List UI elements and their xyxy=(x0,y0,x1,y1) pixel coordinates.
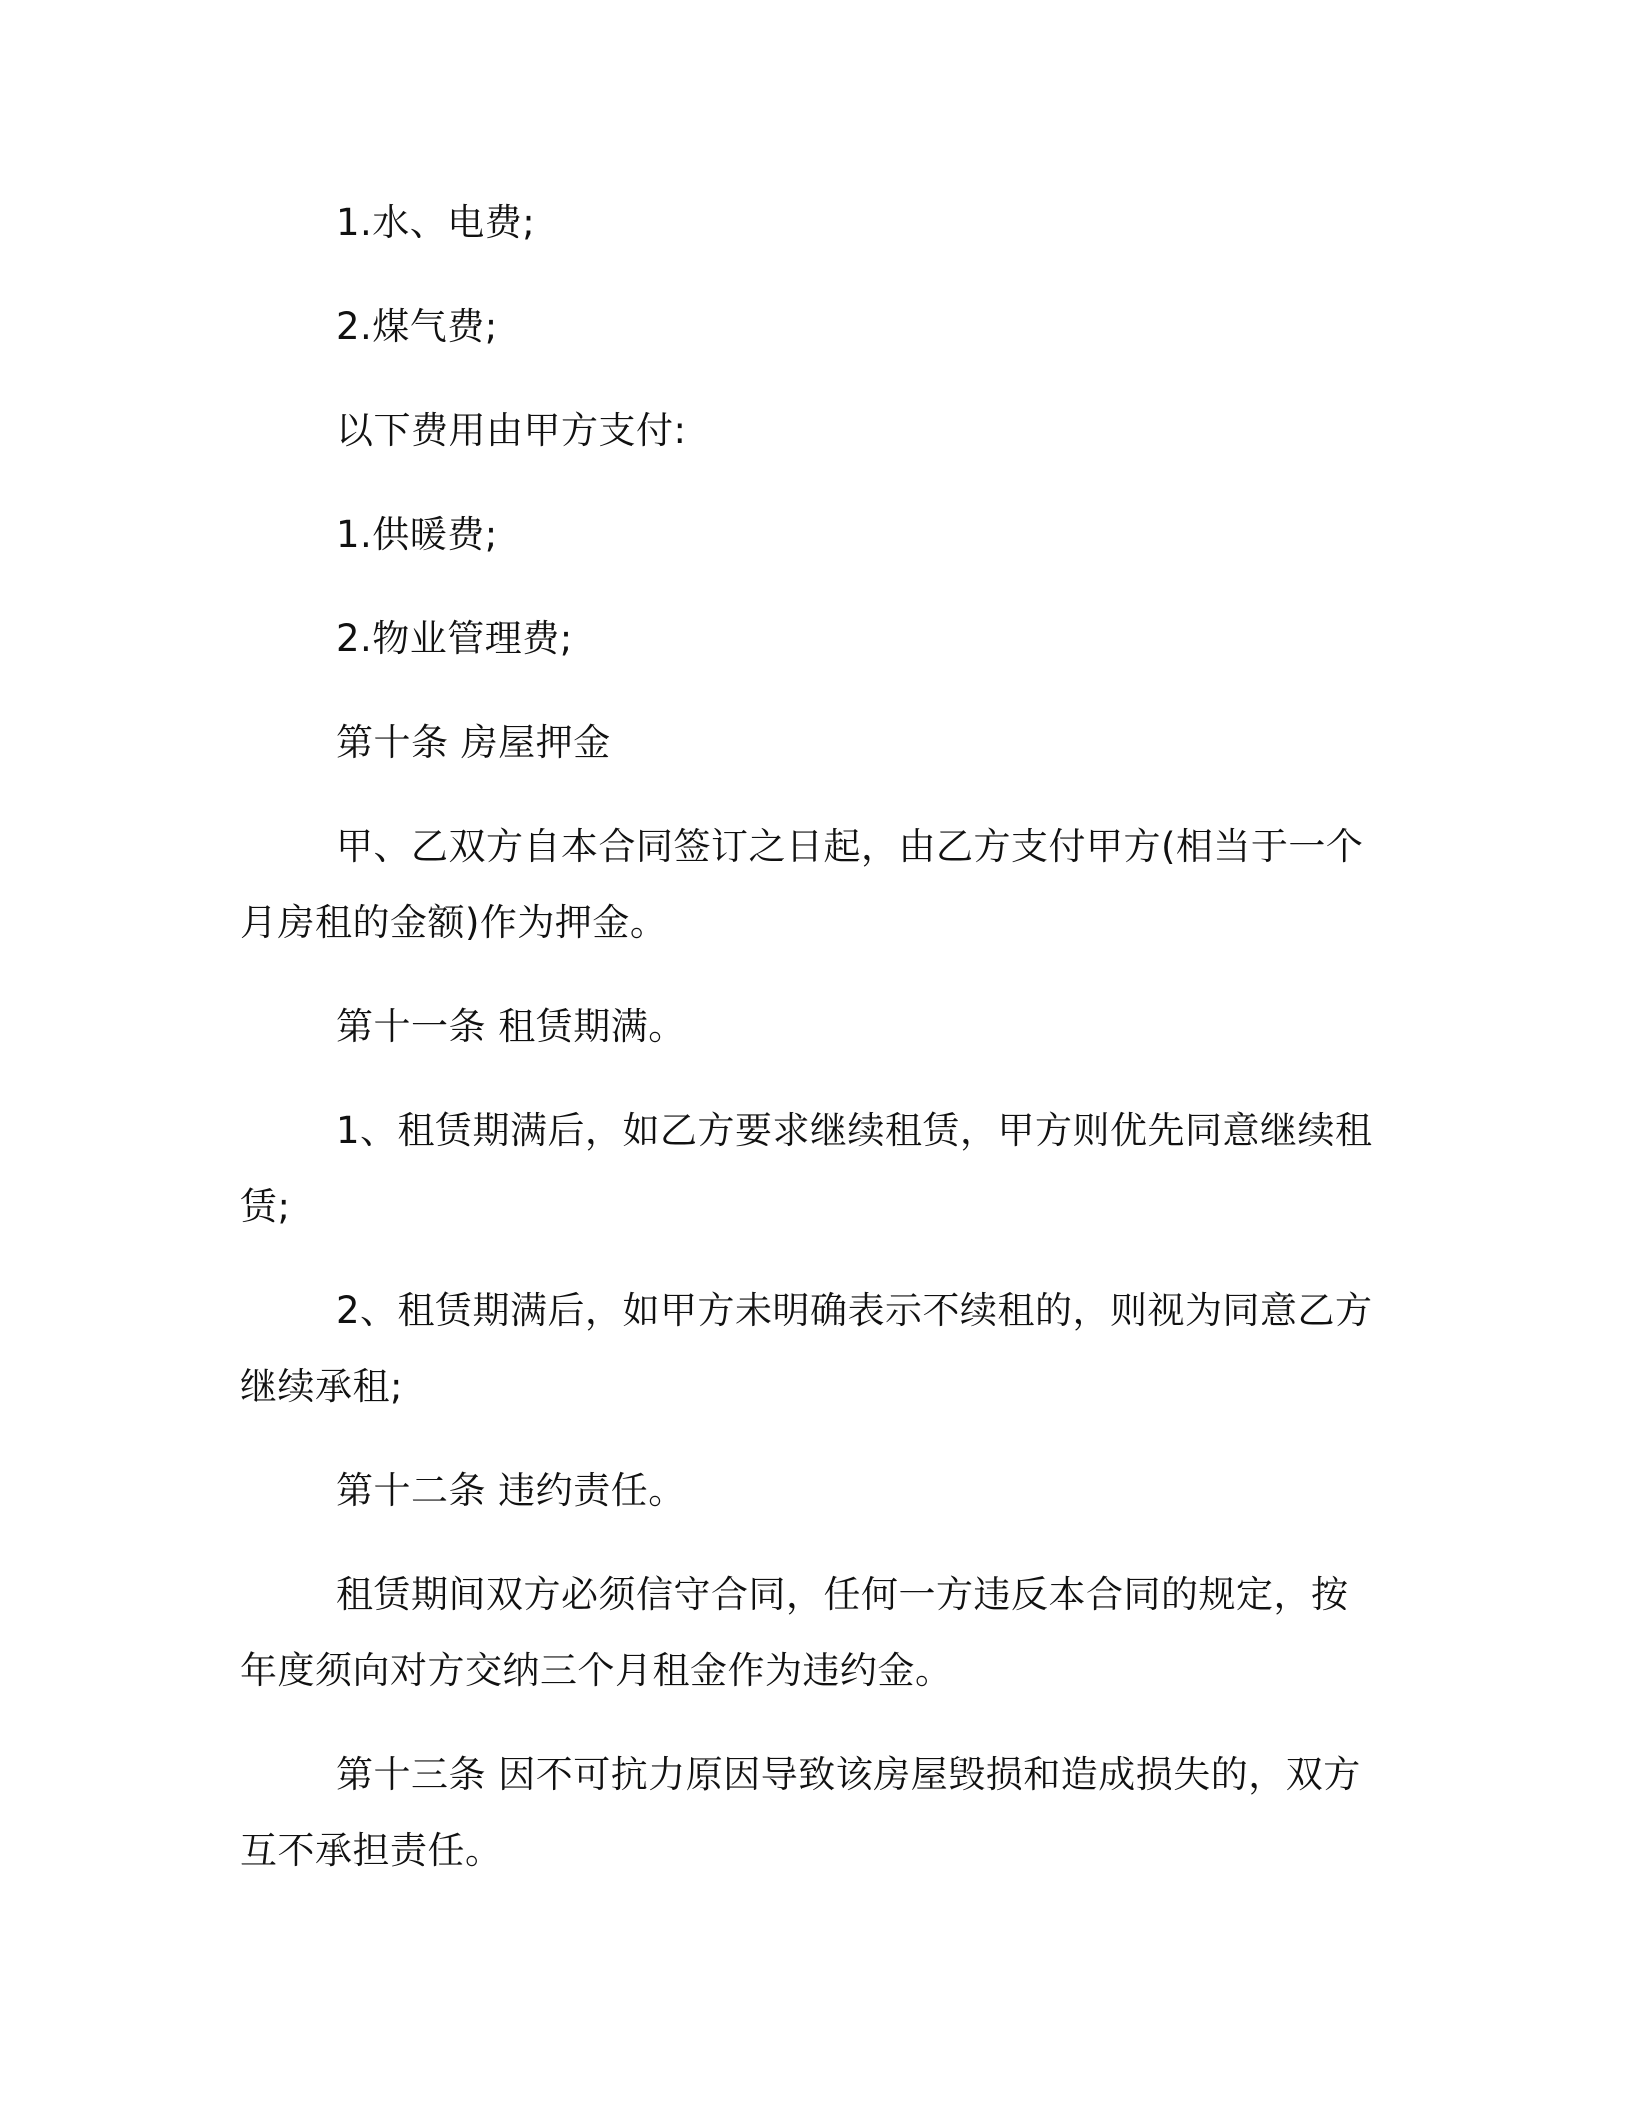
paragraph-water-electricity: 1.水、电费; xyxy=(336,201,536,244)
paragraph-heating: 1.供暖费; xyxy=(336,513,498,556)
article-11-clause-2: 2、租赁期满后，如甲方未明确表示不续租的，则视为同意乙方继续承租; xyxy=(240,1289,1373,1408)
article-13: 第十三条 因不可抗力原因导致该房屋毁损和造成损失的，双方互不承担责任。 xyxy=(240,1753,1361,1872)
article-12-heading: 第十二条 违约责任。 xyxy=(336,1469,686,1512)
article-10-body: 甲、乙双方自本合同签订之日起，由乙方支付甲方(相当于一个月房租的金额)作为押金。 xyxy=(240,825,1364,944)
article-12-body: 租赁期间双方必须信守合同，任何一方违反本合同的规定，按年度须向对方交纳三个月租金作为违约金。 xyxy=(240,1573,1349,1692)
article-11-heading: 第十一条 租赁期满。 xyxy=(336,1005,686,1048)
article-11-clause-1: 1、租赁期满后，如乙方要求继续租赁，甲方则优先同意继续租赁; xyxy=(240,1109,1373,1228)
paragraph-party-a-pays: 以下费用由甲方支付: xyxy=(336,409,687,452)
paragraph-gas: 2.煤气费; xyxy=(336,305,498,348)
document-body xyxy=(240,185,1380,1889)
article-10-heading: 第十条 房屋押金 xyxy=(336,721,611,764)
paragraph-property-management: 2.物业管理费; xyxy=(336,617,573,660)
